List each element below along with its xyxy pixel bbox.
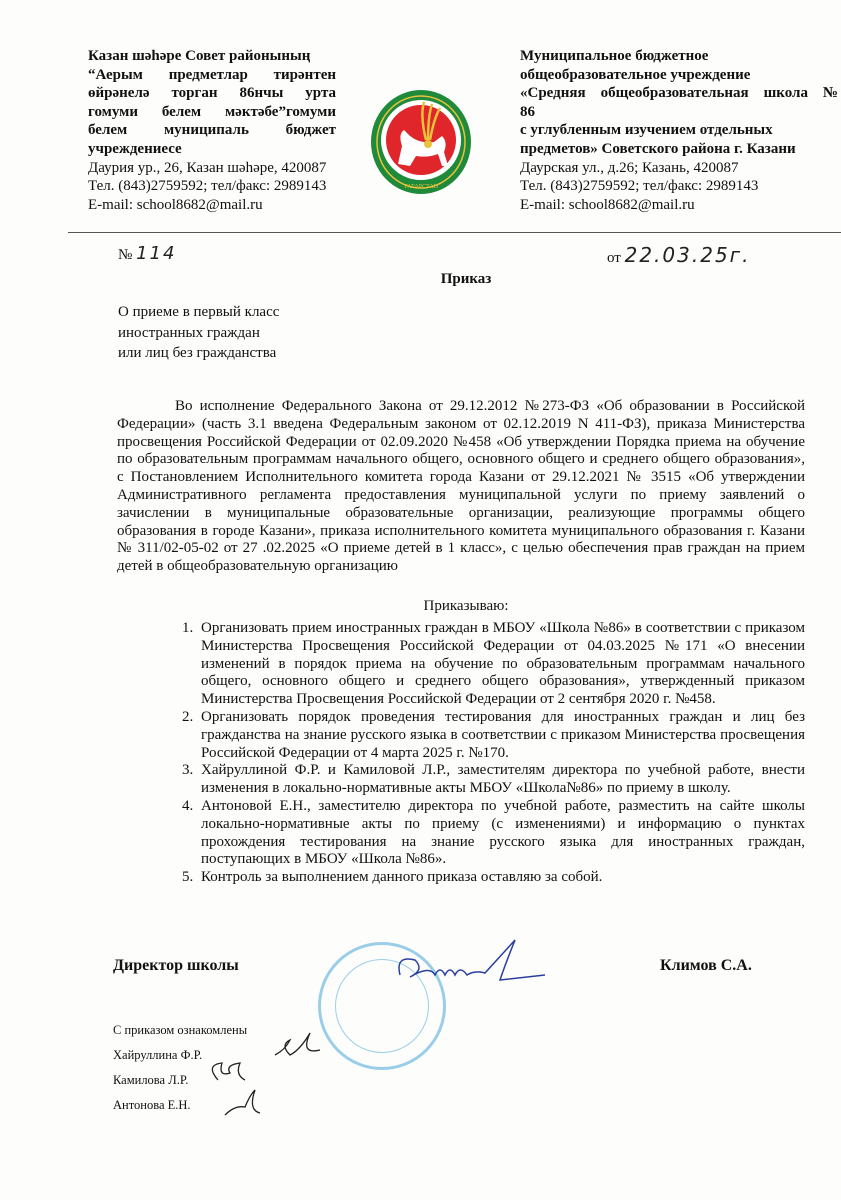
order-word: Приказываю: (423, 598, 509, 614)
order-item: 1. Организовать прием иностранных граждан в МБОУ «Школа №86» в соответствии с приказом Министерства Просвещения Российской Федерации от 04.03.2025 №171 «О внесении изменений в порядок приема на обучение по образовательным программам начального общего, основного общего и среднего общего образования», утвержденный приказом Министерства Просвещения Российской Федерации от 2 сентября 2020 г. №458. (197, 620, 805, 709)
header-left-line: белем муниципаль бюджет (88, 122, 336, 139)
header-right-phone: Тел. (843)2759592; тел/факс: 2989143 (520, 178, 759, 195)
acknowledgement-label: С приказом ознакомлены (113, 1023, 248, 1037)
header-left-line: “Аерым предметлар тирәнтен (88, 66, 336, 83)
acknowledgement-person: Камилова Л.Р. (113, 1073, 189, 1087)
header-right-line: 86 (520, 103, 535, 120)
number-value: 114 (136, 243, 177, 264)
header-divider (68, 232, 841, 233)
header-left-line: учреждениесе (88, 140, 182, 157)
header-right-line: с углубленным изучением отдельных (520, 122, 773, 139)
order-date (607, 243, 751, 267)
order-item: 2. Организовать порядок проведения тестирования для иностранных граждан и лиц без гражданства на знание русского языка в соответствии с приказом Министерства просвещения Российской Федерации от 4 марта 2025 г. №170. (197, 709, 805, 762)
header-right-line: «Средняя общеобразовательная школа № (520, 85, 838, 102)
header-left-line: гомуми белем мәктәбе”гомуми (88, 103, 336, 120)
document-type: Приказ (440, 271, 492, 287)
header-left (88, 47, 336, 214)
subject-line: О приеме в первый класс (118, 304, 280, 320)
director-position: Директор школы (113, 957, 239, 974)
header-right-line: Муниципальное бюджетное (520, 48, 709, 64)
order-items (175, 620, 805, 887)
order-item: 5. Контроль за выполнением данного приказа оставляю за собой. (197, 869, 805, 887)
order-item: 3. Хайруллиной Ф.Р. и Камиловой Л.Р., заместителям директора по учебной работе, внести изменения в локально-нормативные акты МБОУ «Школа№86» по приему в школу. (197, 762, 805, 798)
date-value: 22.03.25г. (624, 243, 751, 267)
order-item: 4. Антоновой Е.Н., заместителю директора по учебной работе, разместить на сайте школы локально-нормативные акты по приему (с изменениями) и информацию о пунктах прохождения тестирования на знание русского языка для иностранных граждан, поступающих в МБОУ «Школа №86». (197, 798, 805, 869)
number-label: № (118, 247, 133, 263)
header-left-email: E-mail: school8682@mail.ru (88, 196, 263, 213)
subject-line: иностранных граждан (118, 324, 260, 341)
tatarstan-emblem-icon (368, 86, 474, 196)
emblem-text: ТАТАРСТАН (403, 184, 439, 190)
acknowledgement-person: Хайруллина Ф.Р. (113, 1048, 203, 1062)
order-subject (118, 302, 279, 364)
subject-line: или лиц без гражданства (118, 345, 277, 361)
header-right-address: Даурская ул., д.26; Казань, 420087 (520, 159, 739, 176)
header-right-line: предметов» Советского района г. Казани (520, 140, 796, 157)
director-signature-icon (395, 935, 555, 1000)
header-right-email: E-mail: school8682@mail.ru (520, 196, 695, 213)
header-left-address: Даурия ур., 26, Казан шәһәре, 420087 (88, 159, 327, 176)
order-number (118, 243, 176, 264)
acknowledgement-signatures-icon (200, 1025, 330, 1130)
director-name: Климов С.А. (660, 957, 752, 974)
preamble: Во исполнение Федерального Закона от 29.12.2012 №273-ФЗ «Об образовании в Российской Федерации» (часть 3.1 введена Федеральным законом от 02.12.2019 N 411-ФЗ), приказа Министерства просвещения Российской Федерации от 02.09.2020 №458 «Об утверждении Порядка приема на обучение по образовательным программам начального общего, основного общего и среднего общего образования», с Постановлением Исполнительного комитета города Казани от 29.12.2021 № 3515 «Об утверждении Административного регламента предоставления муниципальной услуги по приему заявлений о зачислении в муниципальные образовательные организации, реализующие программы общего образования в городе Казани», приказа исполнительного комитета муниципального образования г. Казани № 311/02-05-02 от 27 .02.2025 «О приеме детей в 1 класс», с целью обеспечения прав граждан на прием детей в общеобразовательную организацию (117, 398, 805, 575)
header-left-line: өйрәнелә торган 86нчы урта (88, 85, 336, 102)
header-right (520, 47, 838, 214)
header-left-phone: Тел. (843)2759592; тел/факс: 2989143 (88, 178, 327, 195)
date-label: от (607, 250, 621, 266)
header-right-line: общеобразовательное учреждение (520, 66, 751, 83)
header-left-line: Казан шәһәре Совет районының (88, 48, 311, 64)
acknowledgement-person: Антонова Е.Н. (113, 1098, 191, 1112)
